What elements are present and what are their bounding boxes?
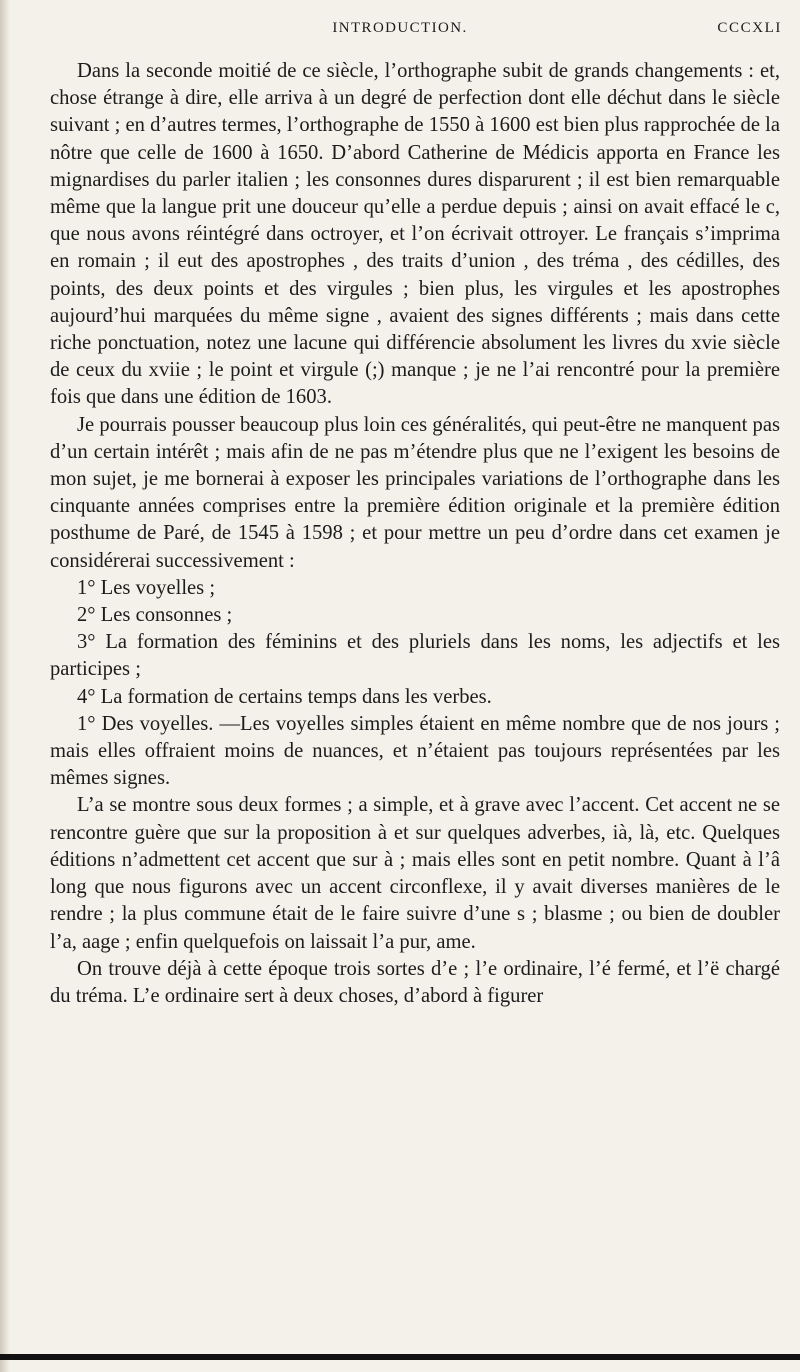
list-item-temps-verbes: 4° La formation de certains temps dans les verbes. [77, 685, 492, 708]
paragraph-orthography-changes: Dans la seconde moitié de ce siècle, l’orthographe subit de grands changements : et, chose étrange à dire, elle arriva à un degré de perfection dont elle déchut dans le siècle suivant ; en d’autres termes, l’orthographe de 1550 à 1600 est bien plus rapprochée de la nôtre que celle de 1600 à 1650. D’abord Catherine de Médicis apporta en France les mignardises du parler italien ; les consonnes dures disparurent ; il est bien remarquable même que la langue prit une douceur qu’elle a perdue depuis ; ainsi on avait effacé le c, que nous avons réintégré dans octroyer, et l’on écrivait ottroyer. Le français s’imprima en romain ; il eut des apostrophes , des traits d’union , des tréma , des cédilles, des points, des deux points et des virgules ; bien plus, les virgules et les apostrophes aujourd’hui marquées du même signe , avaient des signes différents ; mais dans cette riche ponctuation, notez une lacune qui différencie absolument les livres du xvie siècle de ceux du xviie ; le point et virgule (;) manque ; je ne l’ai rencontré pour la première fois que dans une édition de 1603. [50, 60, 780, 409]
body-text [50, 58, 780, 1010]
list-item-consonnes: 2° Les consonnes ; [77, 604, 233, 627]
page-header [0, 20, 800, 46]
paragraph-method: Je pourrais pousser beaucoup plus loin ces généralités, qui peut-être ne manquent pas d’un certain intérêt ; mais afin de ne pas m’étendre plus que ne l’exigent les besoins de mon sujet, je me bornerai à exposer les principales variations de l’orthographe dans les cinquante années comprises entre la première édition originale et la première édition posthume de Paré, de 1545 à 1598 ; et pour mettre un peu d’ordre dans cet examen je considérerai successivement : [50, 413, 780, 572]
paragraph-lettre-a: L’a se montre sous deux formes ; a simple, et à grave avec l’accent. Cet accent ne se rencontre guère que sur la proposition à et sur quelques adverbes, ià, là, etc. Quelques éditions n’admettent cet accent que sur à ; mais elles sont en petit nombre. Quant à l’â long que nous figurons avec un accent circonflexe, il y avait diverses manières de le rendre ; la plus commune était de le faire suivre d’une s ; blasme ; ou bien de doubler l’a, aage ; enfin quelquefois on laissait l’a pur, ame. [50, 794, 780, 953]
bottom-edge-rule [0, 1354, 800, 1360]
paragraph-lettre-e: On trouve déjà à cette époque trois sortes d’e ; l’e ordinaire, l’é fermé, et l’ë chargé du tréma. L’e ordinaire sert à deux choses, d’abord à figurer [50, 957, 780, 1007]
paragraph-des-voyelles: 1° Des voyelles. —Les voyelles simples étaient en même nombre que de nos jours ; mais elles offraient moins de nuances, et n’étaient pas toujours représentées par les mêmes signes. [50, 712, 780, 790]
running-title: INTRODUCTION. [332, 20, 468, 36]
list-item-feminins-pluriels: 3° La formation des féminins et des pluriels dans les noms, les adjectifs et les participes ; [50, 631, 780, 681]
page-binding-shadow [0, 0, 10, 1372]
page-number: CCCXLI [717, 20, 782, 36]
list-item-voyelles: 1° Les voyelles ; [77, 576, 216, 599]
